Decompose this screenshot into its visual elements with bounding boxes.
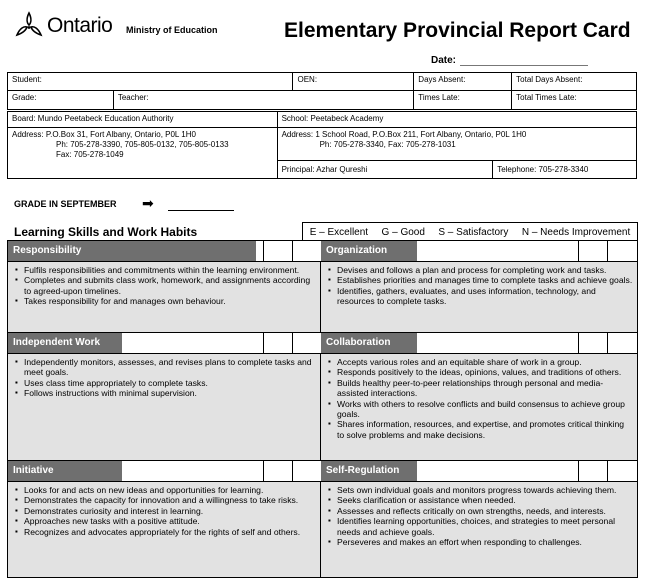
teacher-field[interactable]: Teacher: bbox=[113, 91, 413, 110]
legend-excellent: E – Excellent bbox=[309, 226, 369, 238]
times-late-field[interactable]: Times Late: bbox=[414, 91, 512, 110]
skill-item: ▪ Establishes priorities and manages time to complete tasks and achieve goals. bbox=[328, 275, 633, 285]
organization-list bbox=[321, 262, 637, 307]
logo-text: Ontario bbox=[47, 14, 113, 37]
page-title: Elementary Provincial Report Card bbox=[284, 19, 631, 42]
grade-field[interactable]: Grade: bbox=[8, 91, 114, 110]
initiative-term1-rating[interactable] bbox=[263, 461, 292, 481]
responsibility-term1-rating[interactable] bbox=[263, 241, 292, 261]
self-regulation-list bbox=[321, 482, 637, 547]
skill-item: ▪ Demonstrates curiosity and interest in learning. bbox=[15, 506, 316, 516]
board-address-label: Address: bbox=[12, 130, 44, 139]
date-field[interactable] bbox=[460, 65, 588, 66]
board-phone: Ph: 705-278-3390, 705-805-0132, 705-805-0133 bbox=[56, 140, 229, 149]
organization-term2-rating[interactable] bbox=[607, 241, 636, 261]
skill-item: ▪ Shares information, resources, and expertise, and promotes critical thinking to solve problems and make decisions. bbox=[328, 419, 633, 440]
self-regulation-term2-rating[interactable] bbox=[607, 461, 636, 481]
skill-item: ▪ Devises and follows a plan and process for completing work and tasks. bbox=[328, 265, 633, 275]
principal: Principal: Azhar Qureshi bbox=[277, 161, 493, 179]
collaboration-title: Collaboration bbox=[321, 333, 417, 353]
skill-item: ▪ Independently monitors, assesses, and revises plans to complete tasks and meet goals. bbox=[15, 357, 316, 378]
independent-work-list bbox=[8, 354, 320, 399]
skill-item: ▪ Identifies learning opportunities, choices, and strategies to meet personal needs and achieve goals. bbox=[328, 516, 633, 537]
self-regulation-title: Self-Regulation bbox=[321, 461, 417, 481]
total-days-absent-field[interactable]: Total Days Absent: bbox=[512, 73, 637, 91]
student-field[interactable]: Student: bbox=[8, 73, 293, 91]
school-name: School: Peetabeck Academy bbox=[277, 112, 636, 128]
student-info-table bbox=[7, 72, 637, 110]
grade-in-september-field[interactable] bbox=[168, 210, 234, 211]
school-address bbox=[277, 128, 636, 161]
skills-left-column bbox=[8, 241, 321, 577]
initiative-term2-rating[interactable] bbox=[292, 461, 321, 481]
responsibility-term2-rating[interactable] bbox=[292, 241, 321, 261]
independent-work-term1-rating[interactable] bbox=[263, 333, 292, 353]
legend-good: G – Good bbox=[381, 226, 425, 238]
school-phone: Ph: 705-278-3340, Fax: 705-278-1031 bbox=[319, 140, 456, 149]
collaboration-term2-rating[interactable] bbox=[607, 333, 636, 353]
board-name: Board: Mundo Peetabeck Education Authority bbox=[8, 112, 278, 128]
responsibility-list bbox=[8, 262, 320, 307]
total-times-late-field[interactable]: Total Times Late: bbox=[512, 91, 637, 110]
initiative-section bbox=[8, 460, 320, 537]
skills-right-column bbox=[321, 241, 637, 577]
initiative-list bbox=[8, 482, 320, 537]
initiative-title: Initiative bbox=[8, 461, 122, 481]
ontario-logo bbox=[14, 11, 112, 41]
skill-item: ▪ Builds healthy peer-to-peer relationships through personal and media-assisted interactions. bbox=[328, 378, 633, 399]
skill-item: ▪ Sets own individual goals and monitors progress towards achieving them. bbox=[328, 485, 633, 495]
skill-item: ▪ Approaches new tasks with a positive attitude. bbox=[15, 516, 316, 526]
date-label: Date: bbox=[431, 55, 457, 66]
responsibility-title: Responsibility bbox=[8, 241, 256, 261]
self-regulation-term1-rating[interactable] bbox=[578, 461, 607, 481]
skill-item: ▪ Completes and submits class work, homework, and assignments according to agreed-upon timelines. bbox=[15, 275, 316, 296]
learning-skills-grid bbox=[7, 240, 638, 578]
independent-work-section bbox=[8, 332, 320, 399]
ministry-label: Ministry of Education bbox=[126, 25, 218, 35]
skill-item: ▪ Responds positively to the ideas, opinions, values, and traditions of others. bbox=[328, 367, 633, 377]
skill-item: ▪ Works with others to resolve conflicts and build consensus to achieve group goals. bbox=[328, 399, 633, 420]
skill-item: ▪ Follows instructions with minimal supervision. bbox=[15, 388, 316, 398]
legend-satisfactory: S – Satisfactory bbox=[438, 226, 509, 238]
independent-work-term2-rating[interactable] bbox=[292, 333, 321, 353]
responsibility-section bbox=[8, 241, 320, 307]
board-school-table bbox=[7, 111, 637, 179]
organization-title: Organization bbox=[321, 241, 417, 261]
skill-item: ▪ Perseveres and makes an effort when responding to challenges. bbox=[328, 537, 633, 547]
skill-item: ▪ Looks for and acts on new ideas and opportunities for learning. bbox=[15, 485, 316, 495]
oen-field[interactable]: OEN: bbox=[293, 73, 414, 91]
rating-legend bbox=[302, 222, 638, 241]
skill-item: ▪ Accepts various roles and an equitable share of work in a group. bbox=[328, 357, 633, 367]
school-address-line: 1 School Road, P.O.Box 211, Fort Albany, Ontario, P0L 1H0 bbox=[315, 130, 527, 139]
skill-item: ▪ Demonstrates the capacity for innovation and a willingness to take risks. bbox=[15, 495, 316, 505]
independent-work-title: Independent Work bbox=[8, 333, 122, 353]
learning-skills-title: Learning Skills and Work Habits bbox=[14, 225, 198, 239]
legend-needs-improvement: N – Needs Improvement bbox=[521, 226, 631, 238]
skill-item: ▪ Uses class time appropriately to complete tasks. bbox=[15, 378, 316, 388]
board-address bbox=[8, 128, 278, 179]
skill-item: ▪ Takes responsibility for and manages own behaviour. bbox=[15, 296, 316, 306]
skill-item: ▪ Fulfils responsibilities and commitments within the learning environment. bbox=[15, 265, 316, 275]
board-address-line: P.O.Box 31, Fort Albany, Ontario, P0L 1H0 bbox=[45, 130, 196, 139]
school-address-label: Address: bbox=[281, 130, 314, 139]
skill-item: ▪ Recognizes and advocates appropriately for the rights of self and others. bbox=[15, 527, 316, 537]
collaboration-section bbox=[321, 332, 637, 440]
collaboration-term1-rating[interactable] bbox=[578, 333, 607, 353]
skill-item: ▪ Identifies, gathers, evaluates, and uses information, technology, and resources to complete tasks. bbox=[328, 286, 633, 307]
school-telephone: Telephone: 705-278-3340 bbox=[493, 161, 637, 179]
days-absent-field[interactable]: Days Absent: bbox=[414, 73, 512, 91]
organization-section bbox=[321, 241, 637, 307]
arrow-right-icon: ➡ bbox=[142, 195, 154, 211]
trillium-icon bbox=[14, 11, 44, 41]
organization-term1-rating[interactable] bbox=[578, 241, 607, 261]
skill-item: ▪ Assesses and reflects critically on own strengths, needs, and interests. bbox=[328, 506, 633, 516]
board-fax: Fax: 705-278-1049 bbox=[56, 150, 124, 159]
self-regulation-section bbox=[321, 460, 637, 547]
collaboration-list bbox=[321, 354, 637, 440]
skill-item: ▪ Seeks clarification or assistance when needed. bbox=[328, 495, 633, 505]
grade-in-september-label: GRADE IN SEPTEMBER bbox=[14, 199, 117, 209]
